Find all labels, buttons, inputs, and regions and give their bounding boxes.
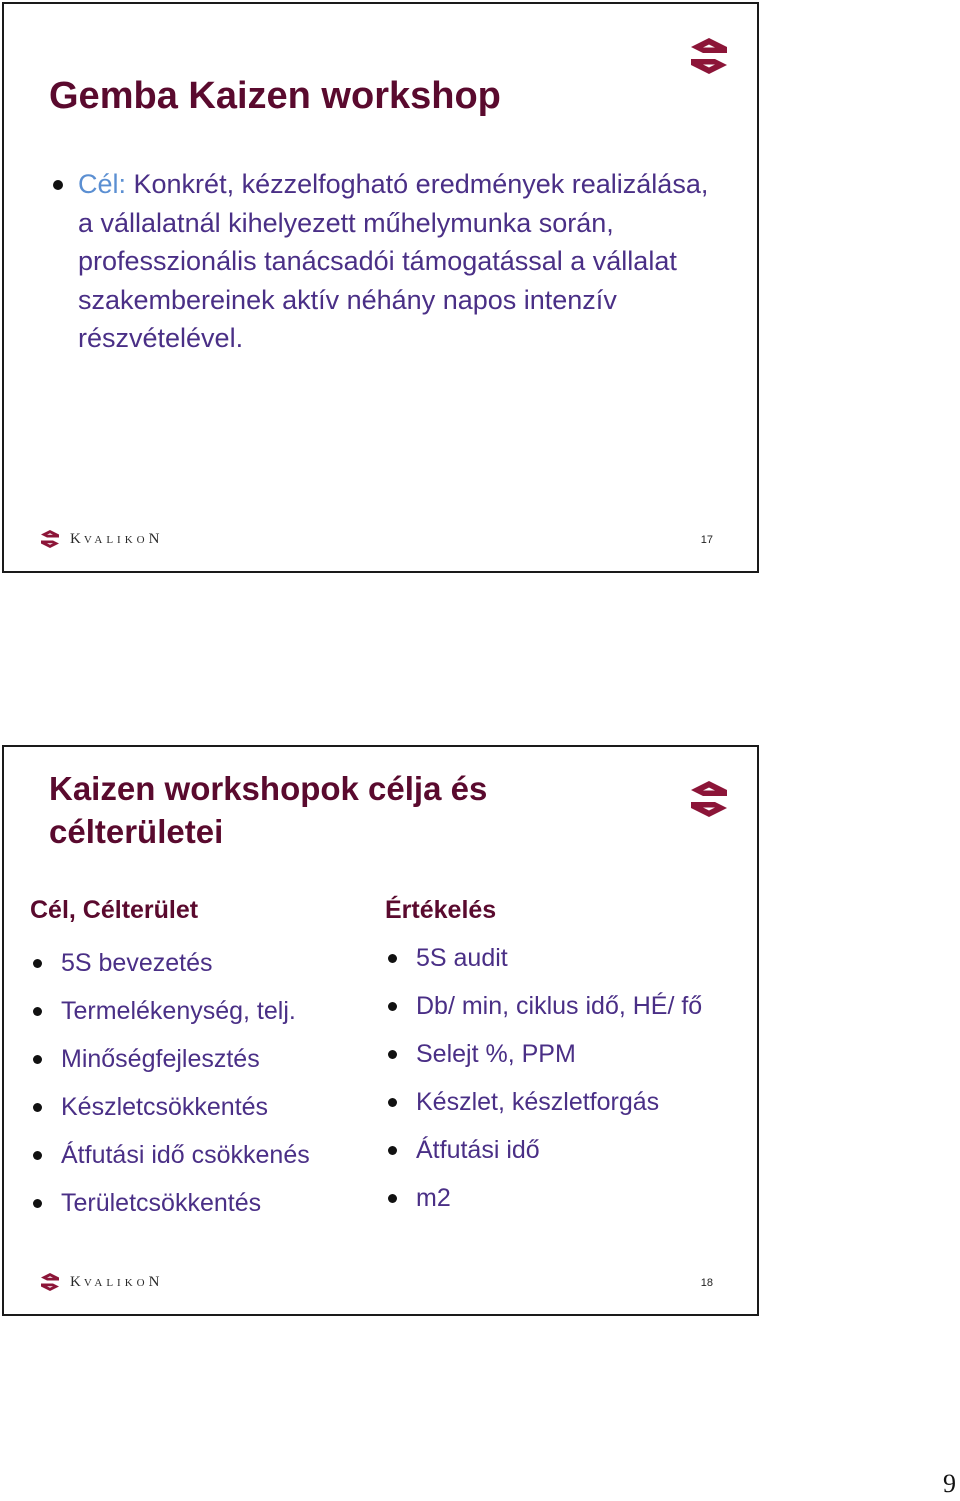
goal-list xyxy=(30,939,360,1227)
bullet-dot-icon xyxy=(388,1194,397,1203)
list-item xyxy=(385,1174,745,1222)
list-item xyxy=(30,1083,360,1131)
bullet-dot-icon xyxy=(388,954,397,963)
list-item-label: Készlet, készletforgás xyxy=(416,1088,660,1116)
document-page-number: 9 xyxy=(943,1469,956,1498)
list-item xyxy=(385,1078,745,1126)
kvalikon-logo-icon xyxy=(689,36,729,76)
bullet-dot-icon xyxy=(33,1055,42,1064)
list-item-label: Selejt %, PPM xyxy=(416,1040,576,1068)
footer-brand: KVALIKON xyxy=(70,1273,163,1290)
goal-column-heading: Cél, Célterület xyxy=(30,896,199,924)
bullet-text xyxy=(78,165,729,358)
bullet-dot-icon xyxy=(388,1050,397,1059)
bullet-dot-icon xyxy=(33,959,42,968)
bullet-dot-icon xyxy=(33,1151,42,1160)
slide-17 xyxy=(2,2,759,573)
goal-column xyxy=(30,895,360,1227)
list-item xyxy=(385,1030,745,1078)
bullet-dot-icon xyxy=(388,1002,397,1011)
footer-brand: KVALIKON xyxy=(70,530,163,547)
evaluation-column-heading: Értékelés xyxy=(385,896,497,924)
list-item xyxy=(385,1126,745,1174)
list-item-label: Db/ min, ciklus idő, HÉ/ fő xyxy=(416,992,703,1020)
footer-logo xyxy=(40,529,162,549)
bullet-dot-icon xyxy=(33,1199,42,1208)
list-item xyxy=(30,1179,360,1227)
list-item-label: 5S bevezetés xyxy=(61,949,213,977)
slide-number: 18 xyxy=(700,1277,713,1289)
list-item-label: m2 xyxy=(416,1184,451,1212)
evaluation-column xyxy=(385,895,745,1222)
list-item xyxy=(30,939,360,987)
list-item xyxy=(30,1035,360,1083)
list-item-label: Készletcsökkentés xyxy=(61,1093,269,1121)
bullet-body: Konkrét, kézzelfogható eredmények realizálása, a vállalatnál kihelyezett műhelymunka során, professzionális tanácsadói támogatással a vállalat szakembereinek aktív néhány napos intenzív részvételével. xyxy=(78,169,709,353)
list-item-label: Átfutási idő csökkenés xyxy=(61,1141,310,1169)
kvalikon-small-logo-icon xyxy=(40,1272,60,1292)
evaluation-list xyxy=(385,934,745,1222)
kvalikon-small-logo-icon xyxy=(40,529,60,549)
slide-title: Kaizen workshopok célja és célterületei xyxy=(49,770,488,850)
list-item-label: 5S audit xyxy=(416,944,508,972)
bullet-item xyxy=(49,165,729,358)
list-item-label: Termelékenység, telj. xyxy=(61,997,296,1025)
list-item xyxy=(385,934,745,982)
footer-logo xyxy=(40,1272,162,1292)
slide-18 xyxy=(2,745,759,1316)
bullet-lead: Cél: xyxy=(78,169,127,199)
list-item xyxy=(30,987,360,1035)
bullet-dot-icon xyxy=(53,180,63,190)
list-item xyxy=(385,982,745,1030)
list-item-label: Minőségfejlesztés xyxy=(61,1045,260,1073)
bullet-dot-icon xyxy=(33,1103,42,1112)
list-item-label: Területcsökkentés xyxy=(61,1189,262,1217)
bullet-dot-icon xyxy=(388,1098,397,1107)
kvalikon-logo-icon xyxy=(689,779,729,819)
list-item-label: Átfutási idő xyxy=(416,1136,540,1164)
bullet-dot-icon xyxy=(33,1007,42,1016)
bullet-dot-icon xyxy=(388,1146,397,1155)
slide-number: 17 xyxy=(700,534,713,546)
list-item xyxy=(30,1131,360,1179)
slide-title: Gemba Kaizen workshop xyxy=(49,75,501,117)
